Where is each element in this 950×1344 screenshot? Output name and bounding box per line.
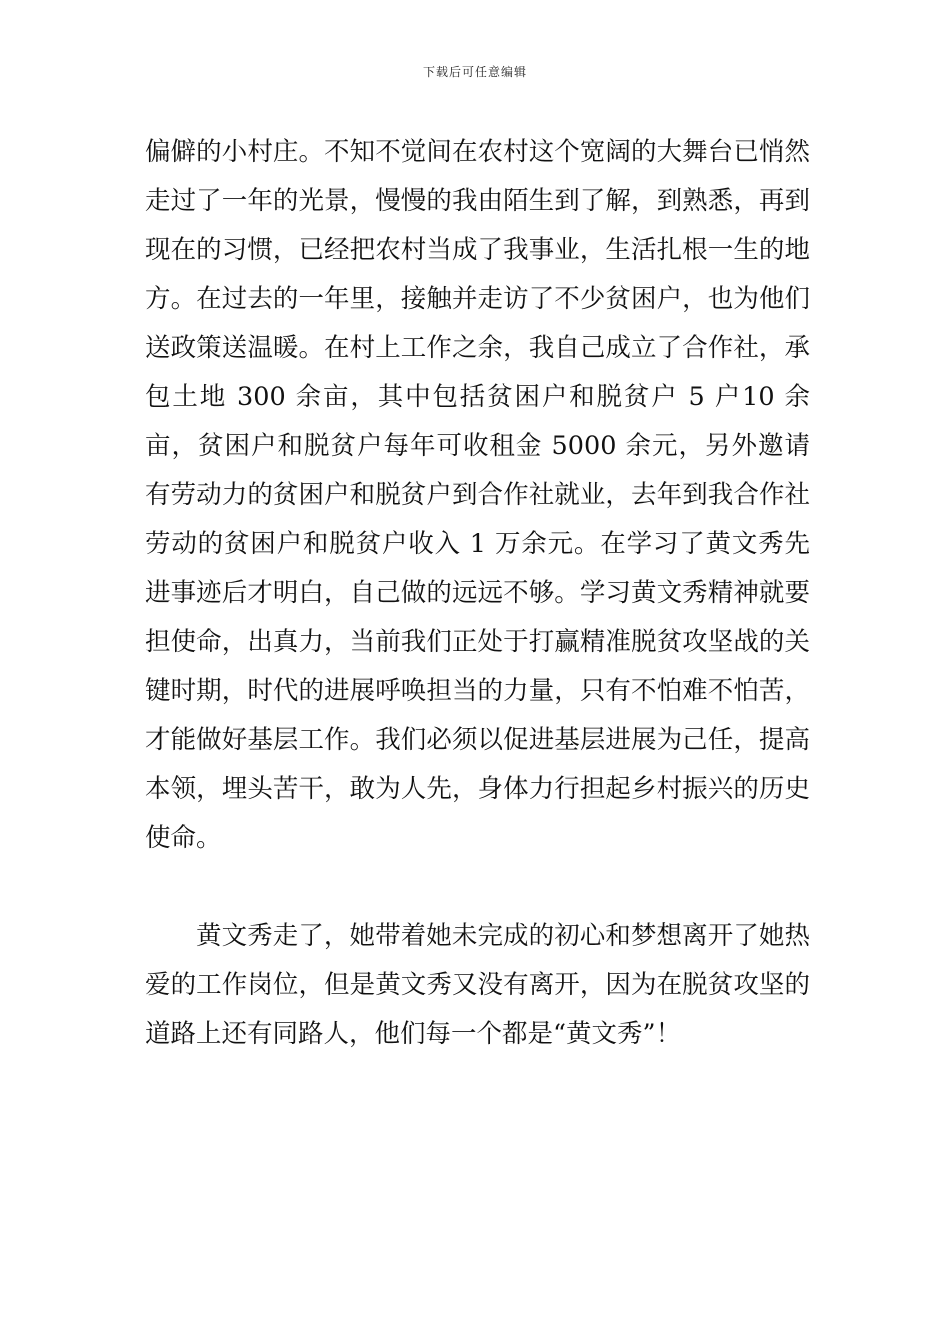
body-paragraph: 偏僻的小村庄。不知不觉间在农村这个宽阔的大舞台已悄然走过了一年的光景，慢慢的我由陌生到了解，到熟悉，再到现在的习惯，已经把农村当成了我事业，生活扎根一生的地方。在过去的一年里，接触并走访了不少贫困户，也为他们送政策送温暖。在村上工作之余，我自己成立了合作社，承包土地 300 余亩，其中包括贫困户和脱贫户 5 户10 余亩，贫困户和脱贫户每年可收租金 5000 余元，另外邀请有劳动力的贫困户和脱贫户到合作社就业，去年到我合作社劳动的贫困户和脱贫户收入 1 万余元。在学习了黄文秀先进事迹后才明白，自己做的远远不够。学习黄文秀精神就要担使命，出真力，当前我们正处于打赢精准脱贫攻坚战的关键时期，时代的进展呼唤担当的力量，只有不怕难不怕苦，才能做好基层工作。我们必须以促进基层进展为己任，提高本领，埋头苦干，敢为人先，身体力行担起乡村振兴的历史使命。: [145, 137, 810, 853]
body-paragraph: 黄文秀走了，她带着她未完成的初心和梦想离开了她热爱的工作岗位，但是黄文秀又没有离开，因为在脱贫攻坚的道路上还有同路人，他们每一个都是“黄文秀”！: [145, 921, 810, 1049]
page-header: 下载后可任意编辑: [422, 65, 527, 79]
document-body: [145, 128, 810, 1059]
